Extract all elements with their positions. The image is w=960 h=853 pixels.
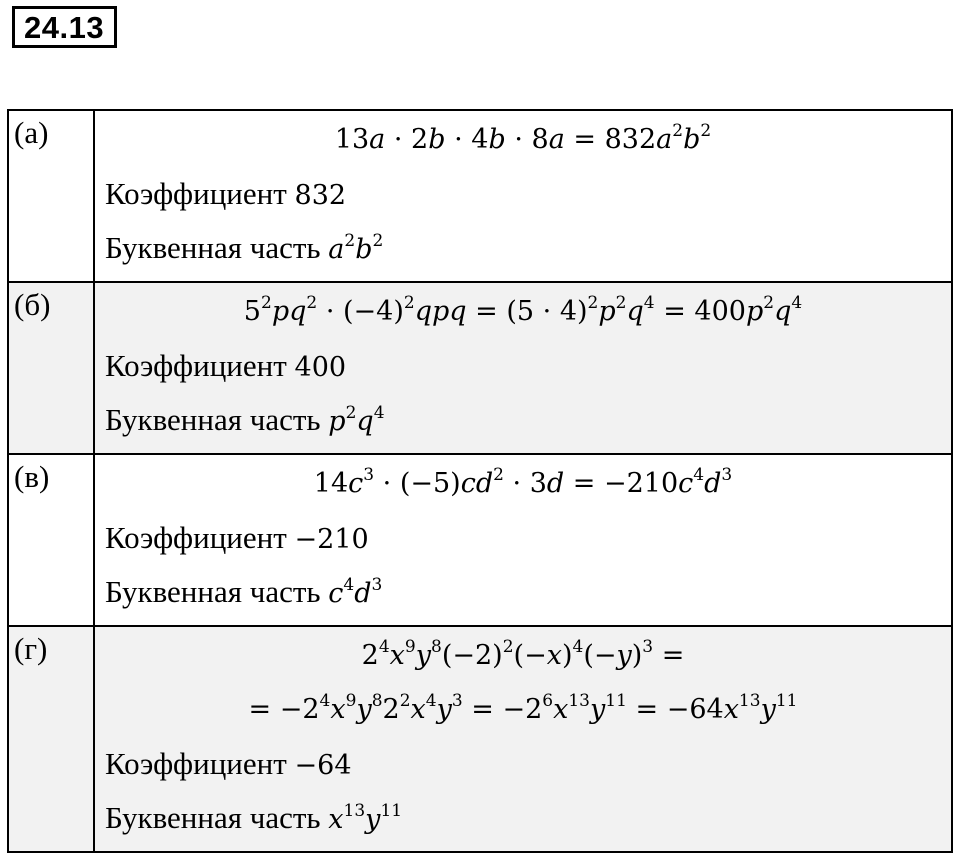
table-row: [8, 626, 952, 852]
equation-line: $13a \cdot 2b \cdot 4b \cdot 8a = 832a^2b^2$: [334, 121, 712, 155]
letter-part-line: Буквенная часть $a^2b^2$: [105, 230, 384, 265]
coefficient-line: Коэффициент −64: [105, 746, 352, 781]
table-row: [8, 110, 952, 282]
equation-line: $14c^3 \cdot (-5)cd^2 \cdot 3d = -210c^4d^3$: [313, 465, 733, 499]
item-label: (г): [8, 626, 94, 852]
letter-part-line: Буквенная часть $c^4d^3$: [105, 574, 383, 609]
equation-line: $2^4x^9y^8(-2)^2(-x)^4(-y)^3$ =: [361, 637, 685, 671]
item-label: (а): [8, 110, 94, 282]
problem-number: 24.13: [12, 6, 117, 48]
item-body: [94, 110, 952, 282]
item-label: (в): [8, 454, 94, 626]
letter-part-line: Буквенная часть $x^{13}y^{11}$: [105, 800, 403, 835]
item-body: [94, 626, 952, 852]
table-row: [8, 282, 952, 454]
item-body: [94, 454, 952, 626]
item-body: [94, 282, 952, 454]
coefficient-line: Коэффициент 832: [105, 176, 347, 211]
coefficient-line: Коэффициент −210: [105, 520, 369, 555]
equation-line: $5^2pq^2 \cdot (-4)^2qpq = (5 \cdot 4)^2p^2q^4 = 400p^2q^4$: [243, 293, 803, 327]
table-row: [8, 454, 952, 626]
solutions-table: [7, 109, 953, 853]
item-label: (б): [8, 282, 94, 454]
equation-line: = $-2^4x^9y^82^2x^4y^3 = -2^6x^{13}y^{11} = -64x^{13}y^{11}$: [248, 691, 798, 725]
letter-part-line: Буквенная часть $p^2q^4$: [105, 402, 385, 437]
coefficient-line: Коэффициент 400: [105, 348, 347, 383]
